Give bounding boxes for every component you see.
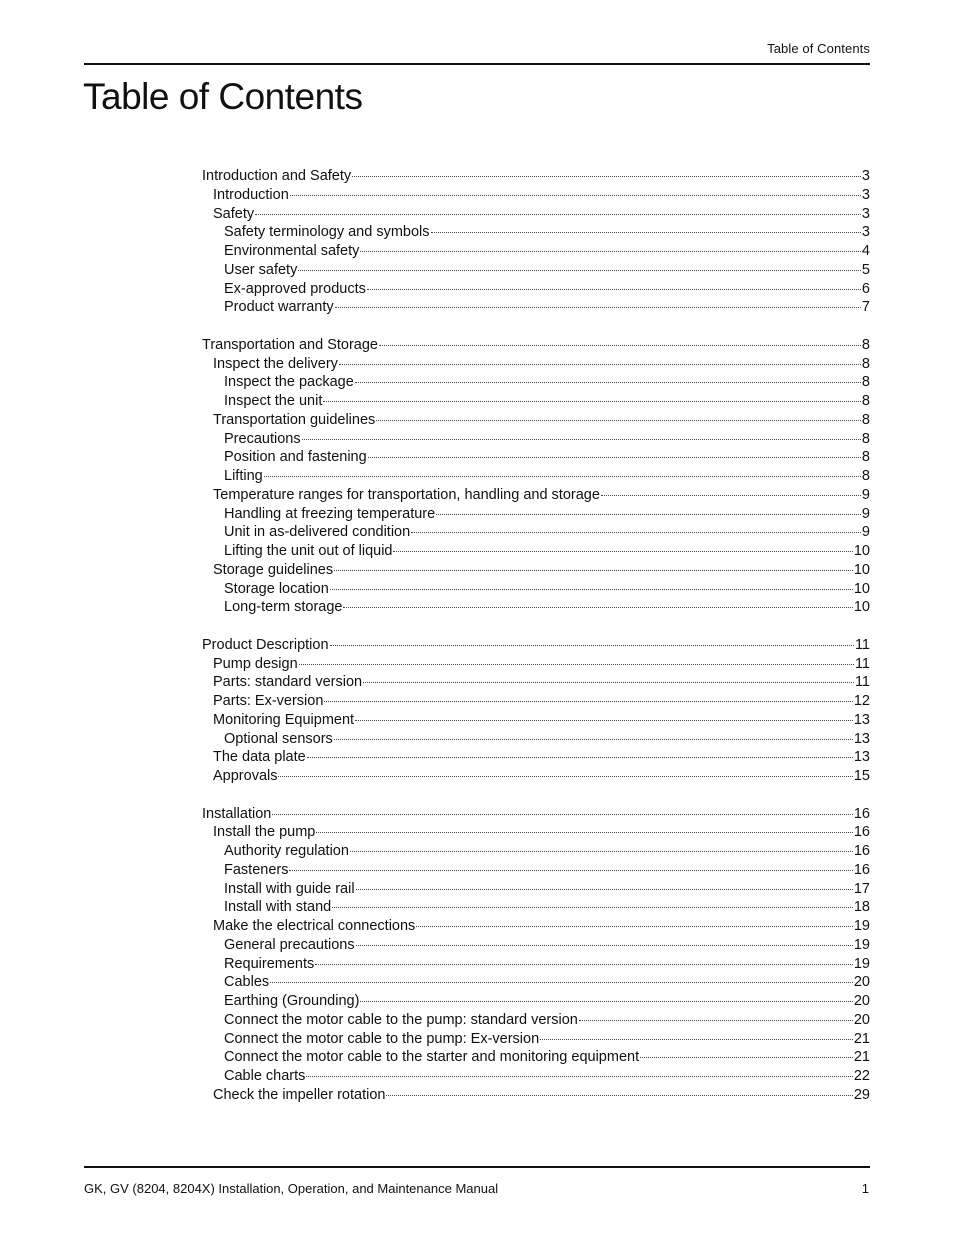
toc-entry[interactable] bbox=[202, 505, 870, 524]
toc-entry[interactable] bbox=[202, 955, 870, 974]
toc-entry-label: Inspect the unit bbox=[224, 393, 323, 409]
toc-leader-dots bbox=[306, 1067, 852, 1077]
toc-entry-page: 12 bbox=[853, 693, 870, 709]
toc-entry-page: 13 bbox=[853, 730, 870, 747]
toc-entry[interactable] bbox=[202, 805, 870, 824]
toc-entry-label: Storage guidelines bbox=[213, 561, 334, 578]
toc-entry-page: 21 bbox=[853, 1049, 870, 1066]
running-head: Table of Contents bbox=[767, 41, 870, 56]
toc-entry-label: Inspect the delivery bbox=[213, 355, 338, 372]
toc-entry-page: 8 bbox=[861, 430, 870, 447]
toc-leader-dots bbox=[324, 692, 852, 702]
toc-entry-page: 22 bbox=[853, 1068, 870, 1084]
toc-leader-dots bbox=[335, 298, 861, 308]
toc-leader-dots bbox=[436, 505, 861, 515]
toc-leader-dots bbox=[264, 467, 861, 477]
toc-entry-label: Temperature ranges for transportation, handling and storage bbox=[213, 486, 600, 503]
toc-entry-page: 4 bbox=[861, 243, 870, 259]
toc-entry-label: Precautions bbox=[224, 430, 301, 447]
toc-entry-label: Inspect the package bbox=[224, 374, 354, 391]
toc-entry-page: 21 bbox=[853, 1030, 870, 1047]
toc-leader-dots bbox=[270, 973, 853, 983]
toc-leader-dots bbox=[299, 655, 854, 665]
toc-entry-page: 10 bbox=[853, 543, 870, 559]
toc-entry-page: 15 bbox=[853, 768, 870, 784]
toc-entry-page: 8 bbox=[861, 336, 870, 353]
toc-entry[interactable] bbox=[202, 823, 870, 842]
toc-entry[interactable] bbox=[202, 186, 870, 205]
toc-entry-page: 16 bbox=[853, 805, 870, 822]
toc-entry[interactable] bbox=[202, 917, 870, 936]
toc-entry-page: 3 bbox=[861, 224, 870, 241]
toc-entry-label: Safety bbox=[213, 205, 255, 222]
toc-entry-label: Introduction and Safety bbox=[202, 168, 352, 184]
toc-entry-page: 8 bbox=[861, 449, 870, 466]
toc-entry-label: Handling at freezing temperature bbox=[224, 505, 436, 522]
toc-entry[interactable] bbox=[202, 355, 870, 374]
toc-leader-dots bbox=[368, 448, 861, 458]
toc-entry-label: Pump design bbox=[213, 655, 298, 672]
toc-entry-label: Fasteners bbox=[224, 861, 289, 878]
toc-entry-page: 3 bbox=[861, 186, 870, 203]
toc-entry[interactable] bbox=[202, 448, 870, 467]
toc-leader-dots bbox=[376, 411, 861, 421]
toc-entry-label: Long-term storage bbox=[224, 599, 343, 616]
toc-leader-dots bbox=[386, 1086, 852, 1096]
toc-entry-label: Position and fastening bbox=[224, 449, 367, 466]
toc-entry-label: Transportation guidelines bbox=[213, 411, 376, 428]
toc-leader-dots bbox=[579, 1011, 853, 1021]
toc-entry[interactable] bbox=[202, 336, 870, 355]
toc-entry-label: General precautions bbox=[224, 936, 355, 953]
toc-entry-label: Product warranty bbox=[224, 299, 334, 316]
header-rule bbox=[84, 63, 870, 65]
toc-entry-label: Connect the motor cable to the starter and monitoring equipment bbox=[224, 1049, 640, 1066]
toc-entry-page: 11 bbox=[854, 636, 870, 653]
toc-entry-page: 16 bbox=[853, 861, 870, 878]
toc-leader-dots bbox=[290, 186, 861, 196]
footer-rule bbox=[84, 1166, 870, 1168]
toc-entry[interactable] bbox=[202, 880, 870, 899]
toc-entry-page: 11 bbox=[854, 674, 870, 691]
toc-entry[interactable] bbox=[202, 655, 870, 674]
toc-entry-label: Cables bbox=[224, 974, 270, 991]
toc-entry-page: 10 bbox=[853, 561, 870, 578]
toc-entry-page: 10 bbox=[853, 599, 870, 616]
toc-entry[interactable] bbox=[202, 392, 870, 411]
toc-leader-dots bbox=[307, 748, 853, 758]
toc-leader-dots bbox=[431, 223, 861, 233]
toc-leader-dots bbox=[379, 336, 861, 346]
toc-entry-label: Ex-approved products bbox=[224, 280, 366, 297]
toc-entry[interactable] bbox=[202, 936, 870, 955]
toc-entry-page: 8 bbox=[861, 374, 870, 391]
page-title: Table of Contents bbox=[83, 76, 363, 117]
toc-entry[interactable] bbox=[202, 1011, 870, 1030]
toc-entry[interactable] bbox=[202, 580, 870, 599]
toc-entry[interactable] bbox=[202, 673, 870, 692]
toc-entry-label: Earthing (Grounding) bbox=[224, 993, 360, 1009]
toc-entry[interactable] bbox=[202, 523, 870, 542]
toc-leader-dots bbox=[367, 280, 861, 290]
footer-manual-title: GK, GV (8204, 8204X) Installation, Operation, and Maintenance Manual bbox=[84, 1181, 499, 1196]
toc-leader-dots bbox=[356, 880, 853, 890]
toc-entry-page: 29 bbox=[853, 1086, 870, 1103]
toc-leader-dots bbox=[332, 898, 853, 908]
toc-entry[interactable] bbox=[202, 1067, 870, 1086]
toc-entry-label: Install with guide rail bbox=[224, 880, 355, 897]
toc-entry-label: The data plate bbox=[213, 749, 306, 766]
toc-leader-dots bbox=[339, 355, 861, 365]
toc-leader-dots bbox=[640, 1048, 853, 1058]
toc-entry-label: Unit in as-delivered condition bbox=[224, 524, 411, 541]
toc-entry-page: 19 bbox=[853, 955, 870, 972]
toc-entry-page: 20 bbox=[853, 1011, 870, 1028]
toc-entry[interactable] bbox=[202, 280, 870, 299]
toc-entry[interactable] bbox=[202, 167, 870, 186]
toc-leader-dots bbox=[315, 955, 853, 965]
toc-entry[interactable] bbox=[202, 748, 870, 767]
toc-entry-page: 18 bbox=[853, 899, 870, 916]
toc-entry-page: 20 bbox=[853, 993, 870, 1009]
toc-entry-page: 10 bbox=[853, 580, 870, 597]
toc-entry-label: Safety terminology and symbols bbox=[224, 224, 430, 241]
toc-list bbox=[202, 167, 870, 1105]
toc-leader-dots bbox=[334, 561, 853, 571]
toc-entry[interactable] bbox=[202, 692, 870, 711]
toc-entry-label: Lifting bbox=[224, 468, 263, 484]
toc-entry-page: 19 bbox=[853, 936, 870, 953]
toc-entry[interactable] bbox=[202, 1030, 870, 1049]
toc-entry-page: 19 bbox=[853, 918, 870, 934]
toc-leader-dots bbox=[255, 205, 861, 215]
toc-entry-label: Install with stand bbox=[224, 899, 332, 916]
toc-entry-label: Connect the motor cable to the pump: standard version bbox=[224, 1011, 578, 1028]
toc-entry-page: 9 bbox=[861, 486, 870, 503]
toc-leader-dots bbox=[330, 580, 853, 590]
toc-entry-label: Lifting the unit out of liquid bbox=[224, 543, 393, 559]
toc-leader-dots bbox=[411, 523, 861, 533]
toc-leader-dots bbox=[356, 936, 853, 946]
toc-entry[interactable] bbox=[202, 561, 870, 580]
toc-leader-dots bbox=[316, 823, 852, 833]
toc-entry-label: Approvals bbox=[213, 768, 278, 784]
toc-entry-label: Storage location bbox=[224, 580, 329, 597]
toc-entry-page: 8 bbox=[861, 355, 870, 372]
toc-entry[interactable] bbox=[202, 992, 870, 1011]
toc-entry[interactable] bbox=[202, 842, 870, 861]
toc-leader-dots bbox=[360, 242, 861, 252]
toc-entry-label: Optional sensors bbox=[224, 730, 333, 747]
toc-entry-page: 6 bbox=[861, 280, 870, 297]
toc-leader-dots bbox=[330, 636, 854, 646]
toc-leader-dots bbox=[334, 730, 853, 740]
toc-entry-page: 16 bbox=[853, 824, 870, 841]
toc-entry-label: Transportation and Storage bbox=[202, 336, 378, 353]
toc-entry-label: User safety bbox=[224, 261, 298, 278]
toc-entry-page: 13 bbox=[853, 749, 870, 766]
toc-leader-dots bbox=[416, 917, 853, 927]
toc-entry[interactable] bbox=[202, 411, 870, 430]
toc-entry-page: 8 bbox=[861, 468, 870, 484]
toc-leader-dots bbox=[343, 598, 852, 608]
toc-leader-dots bbox=[350, 842, 853, 852]
toc-entry[interactable] bbox=[202, 1086, 870, 1105]
toc-entry[interactable] bbox=[202, 861, 870, 880]
toc-entry[interactable] bbox=[202, 711, 870, 730]
toc-entry[interactable] bbox=[202, 242, 870, 261]
toc-entry-label: Introduction bbox=[213, 186, 289, 203]
toc-entry-page: 9 bbox=[861, 524, 870, 541]
footer-page-number: 1 bbox=[861, 1181, 869, 1196]
toc-entry-label: Make the electrical connections bbox=[213, 918, 416, 934]
toc-entry-label: Product Description bbox=[202, 636, 329, 653]
toc-entry[interactable] bbox=[202, 542, 870, 561]
toc-entry-label: Parts: standard version bbox=[213, 674, 363, 691]
toc-leader-dots bbox=[352, 167, 861, 177]
toc-leader-dots bbox=[272, 805, 853, 815]
toc-entry-label: Connect the motor cable to the pump: Ex-version bbox=[224, 1030, 540, 1047]
toc-entry[interactable] bbox=[202, 373, 870, 392]
toc-entry[interactable] bbox=[202, 486, 870, 505]
toc-entry-page: 3 bbox=[861, 168, 870, 184]
toc-entry-page: 17 bbox=[853, 880, 870, 897]
toc-leader-dots bbox=[601, 486, 861, 496]
toc-entry-page: 16 bbox=[853, 843, 870, 859]
toc-entry-page: 20 bbox=[853, 974, 870, 991]
toc-entry-label: Cable charts bbox=[224, 1068, 306, 1084]
toc-entry[interactable] bbox=[202, 973, 870, 992]
toc-entry-page: 11 bbox=[854, 655, 870, 672]
toc-entry-label: Authority regulation bbox=[224, 843, 349, 859]
toc-entry[interactable] bbox=[202, 223, 870, 242]
toc-entry[interactable] bbox=[202, 298, 870, 317]
toc-entry-page: 5 bbox=[861, 261, 870, 278]
toc-entry[interactable] bbox=[202, 767, 870, 786]
toc-leader-dots bbox=[360, 992, 852, 1002]
toc-leader-dots bbox=[298, 261, 861, 271]
toc-entry[interactable] bbox=[202, 730, 870, 749]
toc-entry-label: Check the impeller rotation bbox=[213, 1086, 386, 1103]
toc-entry-page: 13 bbox=[853, 711, 870, 728]
toc-entry[interactable] bbox=[202, 467, 870, 486]
toc-entry[interactable] bbox=[202, 636, 870, 655]
toc-entry-page: 7 bbox=[861, 299, 870, 316]
toc-entry-label: Requirements bbox=[224, 955, 315, 972]
toc-entry-page: 8 bbox=[861, 411, 870, 428]
toc-entry[interactable] bbox=[202, 205, 870, 224]
toc-entry-page: 8 bbox=[861, 393, 870, 409]
toc-entry-label: Environmental safety bbox=[224, 243, 360, 259]
toc-entry[interactable] bbox=[202, 898, 870, 917]
toc-entry[interactable] bbox=[202, 261, 870, 280]
toc-leader-dots bbox=[393, 542, 852, 552]
toc-leader-dots bbox=[540, 1030, 853, 1040]
toc-leader-dots bbox=[323, 392, 861, 402]
toc-entry-label: Installation bbox=[202, 805, 272, 822]
toc-leader-dots bbox=[289, 861, 852, 871]
toc-entry-page: 3 bbox=[861, 205, 870, 222]
toc-leader-dots bbox=[355, 373, 861, 383]
toc-leader-dots bbox=[302, 430, 861, 440]
toc-entry-label: Install the pump bbox=[213, 824, 316, 841]
toc-leader-dots bbox=[355, 711, 853, 721]
toc-entry[interactable] bbox=[202, 430, 870, 449]
toc-entry-label: Parts: Ex-version bbox=[213, 693, 324, 709]
toc-entry-label: Monitoring Equipment bbox=[213, 711, 355, 728]
toc-leader-dots bbox=[278, 767, 852, 777]
toc-entry[interactable] bbox=[202, 598, 870, 617]
toc-leader-dots bbox=[363, 673, 854, 683]
toc-entry-page: 9 bbox=[861, 505, 870, 522]
toc-entry[interactable] bbox=[202, 1048, 870, 1067]
